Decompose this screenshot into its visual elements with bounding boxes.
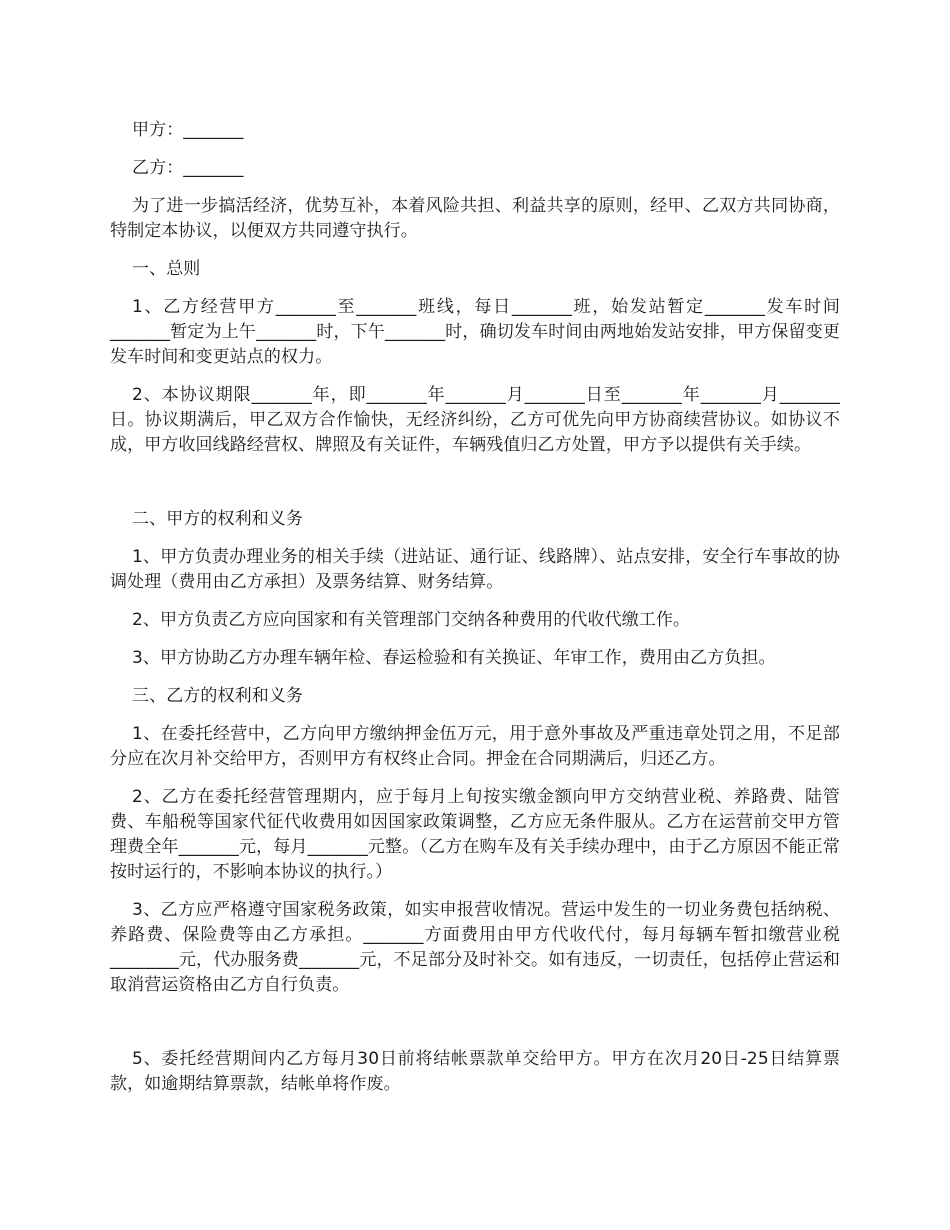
section-heading-party-b: 三、乙方的权利和义务 [132, 686, 303, 706]
clause-general-1: 1、乙方经营甲方_______至_______班线，每日_______班，始发站暂定_______发车时间_______暂定为上午_______时，下午_______时，确切发车时间由两地始发站安排，甲方保留变更发车时间和变更站点的权力。 [110, 297, 840, 367]
section-heading-general: 一、总则 [132, 259, 201, 279]
preamble-paragraph: 为了进一步搞活经济，优势互补，本着风险共担、利益共享的原则，经甲、乙双方共同协商，特制定本协议，以便双方共同遵守执行。 [110, 196, 840, 241]
clause-party-a-1: 1、甲方负责办理业务的相关手续（进站证、通行证、线路牌）、站点安排，安全行车事故的协调处理（费用由乙方承担）及票务结算、财务结算。 [110, 547, 840, 592]
section-heading-party-a: 二、甲方的权利和义务 [132, 509, 303, 529]
clause-party-b-3: 3、乙方应严格遵守国家税务政策，如实申报营收情况。营运中发生的一切业务费包括纳税、养路费、保险费等由乙方承担。_______方面费用由甲方代收代付，每月每辆车暂扣缴营业税________元，代办服务费_______元，不足部分及时补交。如有违反，一切责任，包括停止营运和取消营运资格由乙方自行负责。 [110, 900, 840, 995]
clause-general-2: 2、本协议期限_______年，即_______年_______月_______日至_______年_______月_______日。协议期满后，甲乙双方合作愉快，无经济纠纷，乙方可优先向甲方协商续营协议。如协议不成，甲方收回线路经营权、牌照及有关证件，车辆残值归乙方处置，甲方予以提供有关手续。 [110, 385, 840, 455]
section-spacer [110, 471, 840, 507]
party-a-line: 甲方：_______ [132, 120, 244, 140]
clause-party-b-1: 1、在委托经营中，乙方向甲方缴纳押金伍万元，用于意外事故及严重违章处罚之用，不足部分应在次月补交给甲方，否则甲方有权终止合同。押金在合同期满后，归还乙方。 [110, 724, 840, 769]
party-b-line: 乙方：_______ [132, 158, 244, 178]
contract-document [110, 118, 840, 1110]
clause-party-a-2: 2、甲方负责乙方应向国家和有关管理部门交纳各种费用的代收代缴工作。 [132, 610, 691, 630]
clause-party-a-3: 3、甲方协助乙方办理车辆年检、春运检验和有关换证、年审工作，费用由乙方负担。 [132, 648, 776, 668]
clause-party-b-5: 5、委托经营期间内乙方每月30日前将结帐票款单交给甲方。甲方在次月20日-25日结算票款，如逾期结算票款，结帐单将作废。 [110, 1049, 840, 1094]
section-spacer [110, 1011, 840, 1047]
clause-party-b-2: 2、乙方在委托经营管理期内，应于每月上旬按实缴金额向甲方交纳营业税、养路费、陆管费、车船税等国家代征代收费用如因国家政策调整，乙方应无条件服从。乙方在运营前交甲方管理费全年_______元，每月_______元整。（乙方在购车及有关手续办理中，由于乙方原因不能正常按时运行的，不影响本协议的执行。） [110, 787, 840, 882]
